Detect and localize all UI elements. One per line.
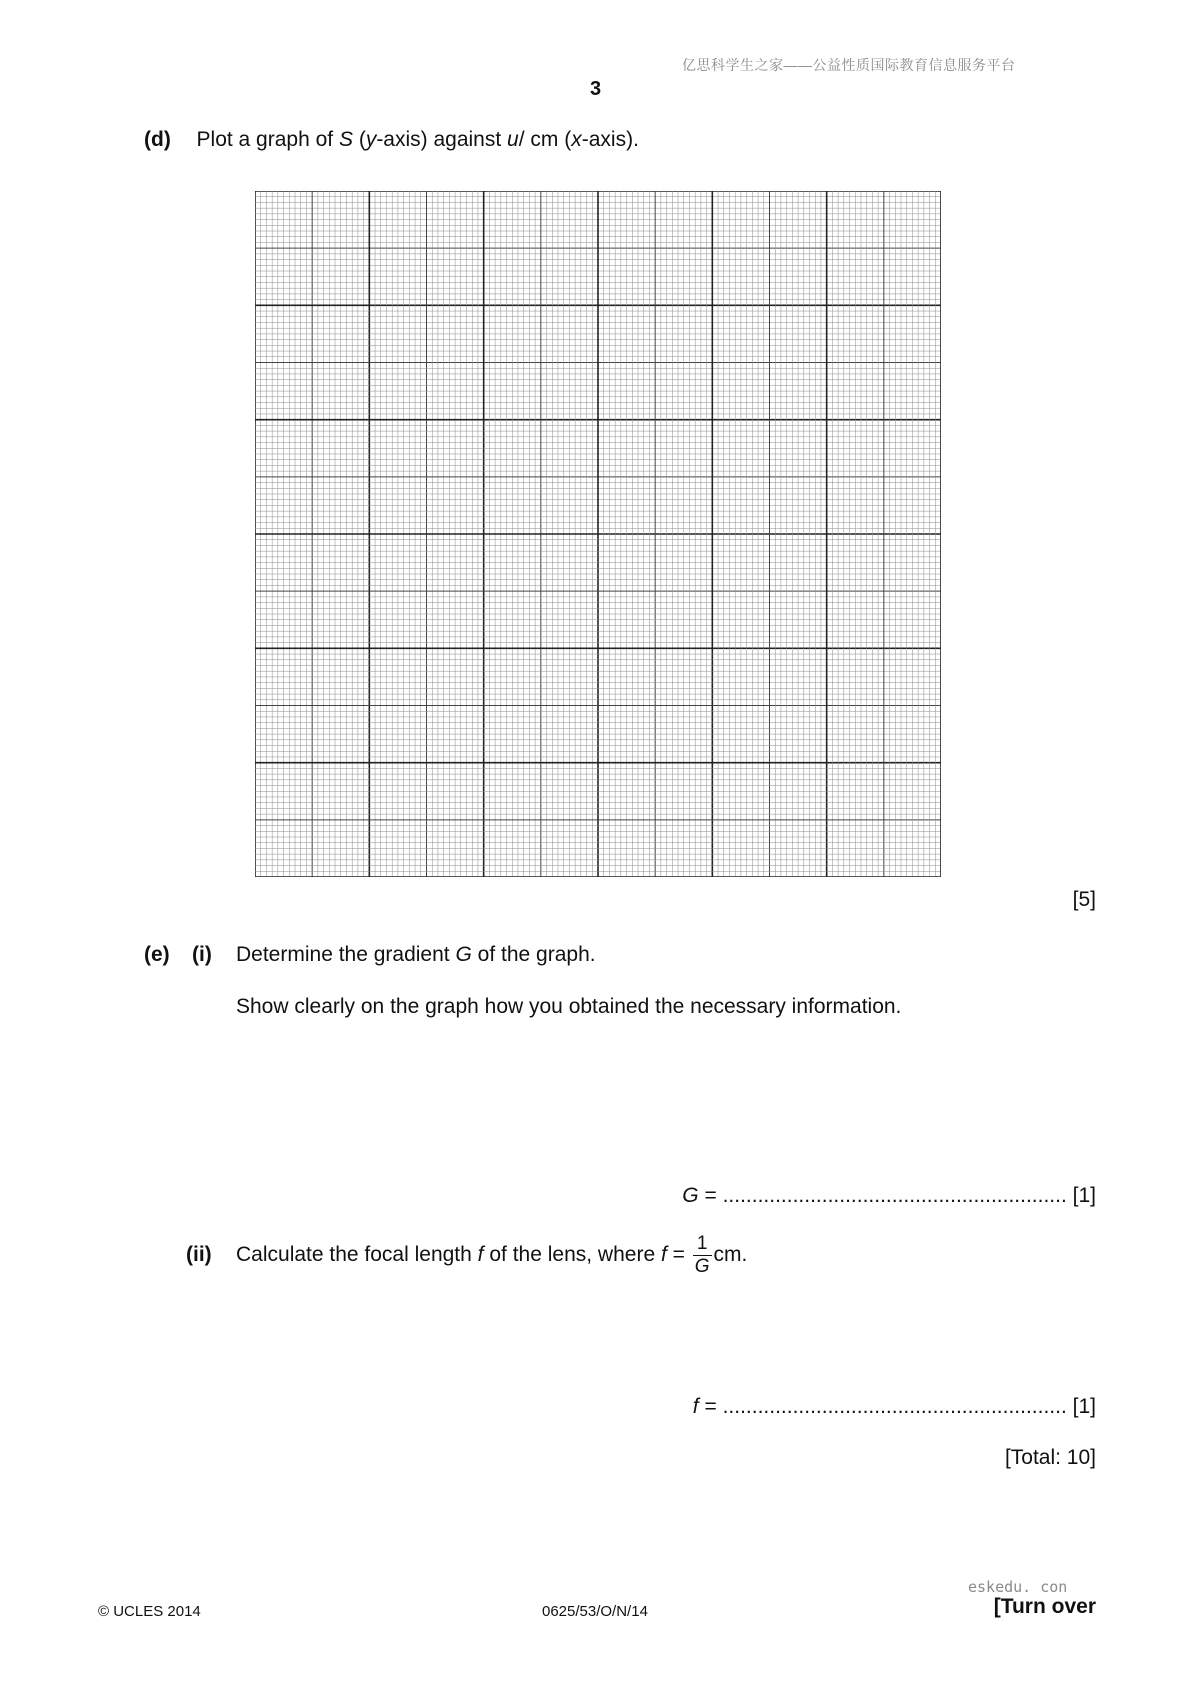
answer-G-dots: ...........................................................	[722, 1184, 1067, 1207]
part-d-text-3: -axis) against	[376, 128, 502, 151]
part-e-ii-text-2: of the lens, where	[489, 1243, 656, 1266]
part-d-text-5: -axis).	[581, 128, 639, 151]
watermark-text: 亿思科学生之家——公益性质国际教育信息服务平台	[682, 57, 1016, 73]
var-G: G	[455, 943, 472, 966]
fraction-denominator: G	[694, 1255, 710, 1277]
part-e-ii-question	[236, 1230, 747, 1280]
part-e-i-text-2: of the graph.	[477, 943, 596, 966]
var-S: S	[338, 128, 353, 151]
part-e-i-question	[236, 943, 596, 967]
answer-f-eq: =	[698, 1395, 717, 1418]
part-d-text-4: / cm (	[518, 128, 572, 151]
part-e-ii-label: (ii)	[186, 1243, 212, 1266]
part-e-label: (e)	[144, 943, 170, 966]
var-f: f	[477, 1243, 484, 1266]
var-x: x	[571, 128, 582, 151]
part-d-marks: [5]	[1072, 888, 1096, 911]
footer-paper-code: 0625/53/O/N/14	[542, 1603, 648, 1620]
fraction-numerator: 1	[693, 1233, 712, 1256]
formula-unit: cm.	[713, 1243, 748, 1266]
site-watermark: eskedu. con	[968, 1578, 1068, 1596]
answer-line-G[interactable]	[682, 1184, 1096, 1208]
answer-G-eq: =	[698, 1184, 717, 1207]
formula-f-var: f	[660, 1243, 667, 1266]
formula-eq: =	[666, 1243, 685, 1266]
answer-f-var: f	[692, 1395, 699, 1418]
part-e-i-label: (i)	[192, 943, 212, 966]
part-e-i-text-1: Determine the gradient	[236, 943, 450, 966]
part-d-label: (d)	[144, 128, 171, 151]
part-d-text-2: (	[358, 128, 366, 151]
answer-f-dots: ...........................................................	[722, 1395, 1067, 1418]
graph-paper-grid[interactable]	[255, 191, 941, 877]
part-e-ii-text-1: Calculate the focal length	[236, 1243, 472, 1266]
part-d-question	[144, 128, 639, 152]
fraction-1-over-G	[693, 1233, 712, 1278]
answer-G-var: G	[682, 1184, 699, 1207]
answer-line-f[interactable]	[693, 1395, 1096, 1419]
var-u: u	[507, 128, 519, 151]
turn-over-text: [Turn over	[993, 1595, 1096, 1618]
var-y: y	[365, 128, 377, 151]
footer-copyright: © UCLES 2014	[98, 1603, 201, 1620]
part-e-i-instruction: Show clearly on the graph how you obtained the necessary information.	[236, 995, 902, 1018]
answer-G-marks: [1]	[1072, 1184, 1096, 1207]
part-d-text-1: Plot a graph of	[196, 128, 334, 151]
answer-f-marks: [1]	[1072, 1395, 1096, 1418]
page-number: 3	[589, 78, 602, 100]
total-marks: [Total: 10]	[1004, 1446, 1096, 1469]
